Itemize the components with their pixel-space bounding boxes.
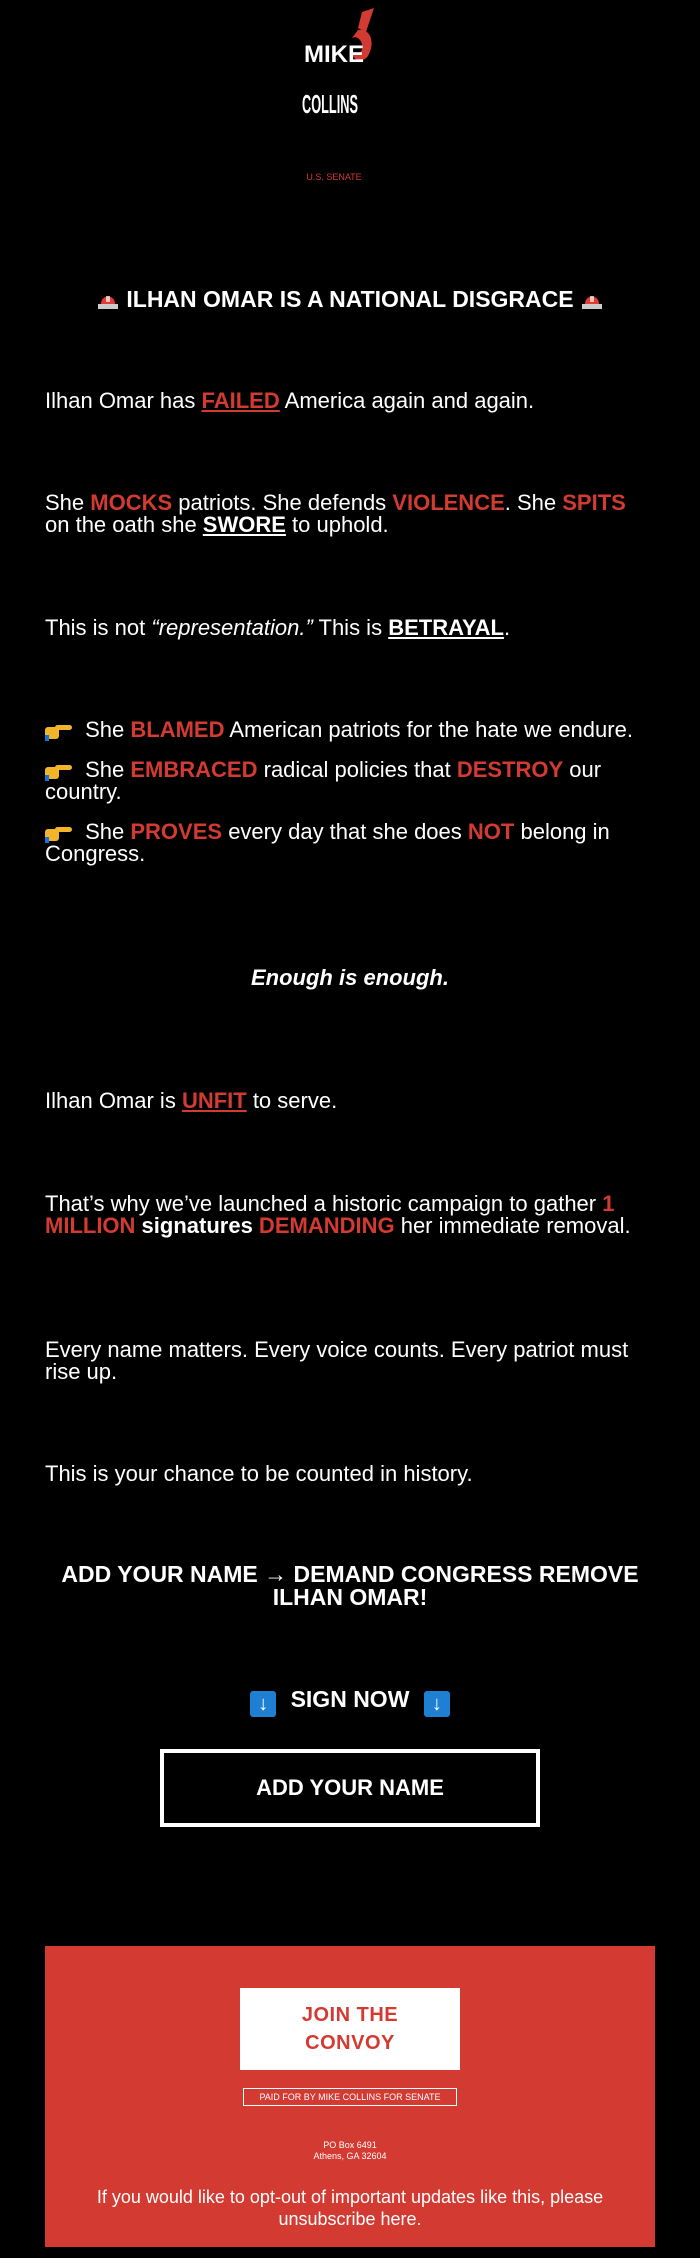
down-arrow-icon: ↓: [424, 1691, 450, 1717]
text: .: [503, 615, 511, 640]
paragraph-mocks: [45, 492, 655, 536]
paragraph-history: [45, 1463, 655, 1485]
paid-for-disclaimer: PAID FOR BY MIKE COLLINS FOR SENATE: [243, 2088, 457, 2106]
text: to serve.: [246, 1088, 338, 1113]
text: Every name matters. Every voice counts. Every patriot must rise up.: [45, 1337, 629, 1384]
campaign-logo: [300, 8, 400, 188]
text: her immediate removal.: [394, 1213, 631, 1238]
list-item: [45, 759, 655, 803]
logo-line2: COLLINS: [302, 89, 358, 119]
text: This is your chance to be counted in history.: [45, 1461, 473, 1486]
highlight-blamed: BLAMED: [130, 717, 225, 742]
text: This is: [312, 615, 389, 640]
pointing-hand-icon: [45, 721, 73, 741]
text: to uphold.: [285, 512, 389, 537]
siren-icon: [580, 287, 604, 309]
logo-line1: MIKE: [304, 41, 364, 68]
highlight-destroy: DESTROY: [456, 757, 564, 782]
paragraph-every-name: [45, 1339, 655, 1383]
cta-heading: [0, 1563, 700, 1609]
sign-now: [0, 1686, 700, 1717]
address-line1: PO Box 6491: [323, 2140, 377, 2150]
text: every day that she does: [222, 819, 468, 844]
text: Ilhan Omar is: [45, 1088, 182, 1113]
highlight-swore: SWORE: [202, 512, 286, 537]
text: This is not: [45, 615, 152, 640]
siren-icon: [96, 287, 120, 309]
text: radical policies that: [257, 757, 457, 782]
convoy-button-line1: JOIN THE: [301, 2004, 399, 2026]
opt-out-text: [45, 2186, 655, 2230]
bullet-list: [45, 719, 655, 865]
opt-out-line1: If you would like to opt-out of important updates like this, please: [96, 2187, 604, 2207]
add-your-name-button[interactable]: ADD YOUR NAME: [160, 1749, 540, 1827]
text: . She: [504, 490, 563, 515]
list-item: [45, 719, 655, 741]
pointing-hand-icon: [45, 761, 73, 781]
text: patriots. She defends: [172, 490, 393, 515]
quote-representation: “representation.”: [151, 615, 313, 640]
highlight-mocks: MOCKS: [90, 490, 173, 515]
highlight-demanding: DEMANDING: [252, 1213, 395, 1238]
cta-heading-text: ADD YOUR NAME → DEMAND CONGRESS REMOVE ILHAN OMAR!: [61, 1561, 639, 1610]
text: That’s why we’ve launched a historic campaign to gather: [45, 1191, 603, 1216]
address-line2: Athens, GA 32604: [313, 2151, 387, 2161]
sign-now-text: SIGN NOW: [290, 1686, 410, 1712]
pointing-hand-icon: [45, 823, 73, 843]
highlight-violence: VIOLENCE: [392, 490, 505, 515]
paragraph-failed: [45, 390, 655, 412]
highlight-1-million: 1 MILLION: [45, 1191, 615, 1238]
join-the-convoy-button[interactable]: [240, 1988, 460, 2070]
highlight-failed: FAILED: [201, 388, 280, 413]
paragraph-unfit: [45, 1090, 655, 1112]
signatures-text: signatures: [135, 1213, 253, 1238]
highlight-proves: PROVES: [130, 819, 223, 844]
text: Ilhan Omar has: [45, 388, 202, 413]
highlight-not: NOT: [467, 819, 515, 844]
highlight-betrayal: BETRAYAL: [388, 615, 504, 640]
text: our country.: [45, 757, 602, 804]
headline-text: ILHAN OMAR IS A NATIONAL DISGRACE: [126, 286, 574, 312]
highlight-unfit: UNFIT: [181, 1088, 247, 1113]
unsubscribe-link[interactable]: unsubscribe here.: [278, 2209, 422, 2229]
list-item: [45, 821, 655, 865]
highlight-embraced: EMBRACED: [130, 757, 258, 782]
enough-statement: Enough is enough.: [251, 965, 449, 990]
text: America again and again.: [279, 388, 535, 413]
down-arrow-icon: ↓: [250, 1691, 276, 1717]
text: She: [79, 717, 131, 742]
text: belong in Congress.: [45, 819, 610, 866]
convoy-button-line2: CONVOY: [305, 2032, 395, 2054]
highlight-spits: SPITS: [562, 490, 626, 515]
text: on the oath she: [45, 512, 203, 537]
text: American patriots for the hate we endure.: [224, 717, 633, 742]
footer: [45, 1946, 655, 2247]
text: She: [79, 757, 131, 782]
paragraph-campaign: [45, 1193, 655, 1237]
text: She: [79, 819, 131, 844]
headline: [0, 284, 700, 314]
text: She: [45, 490, 91, 515]
logo-subtitle: U.S. SENATE: [306, 172, 362, 182]
paragraph-betrayal: [45, 617, 655, 639]
